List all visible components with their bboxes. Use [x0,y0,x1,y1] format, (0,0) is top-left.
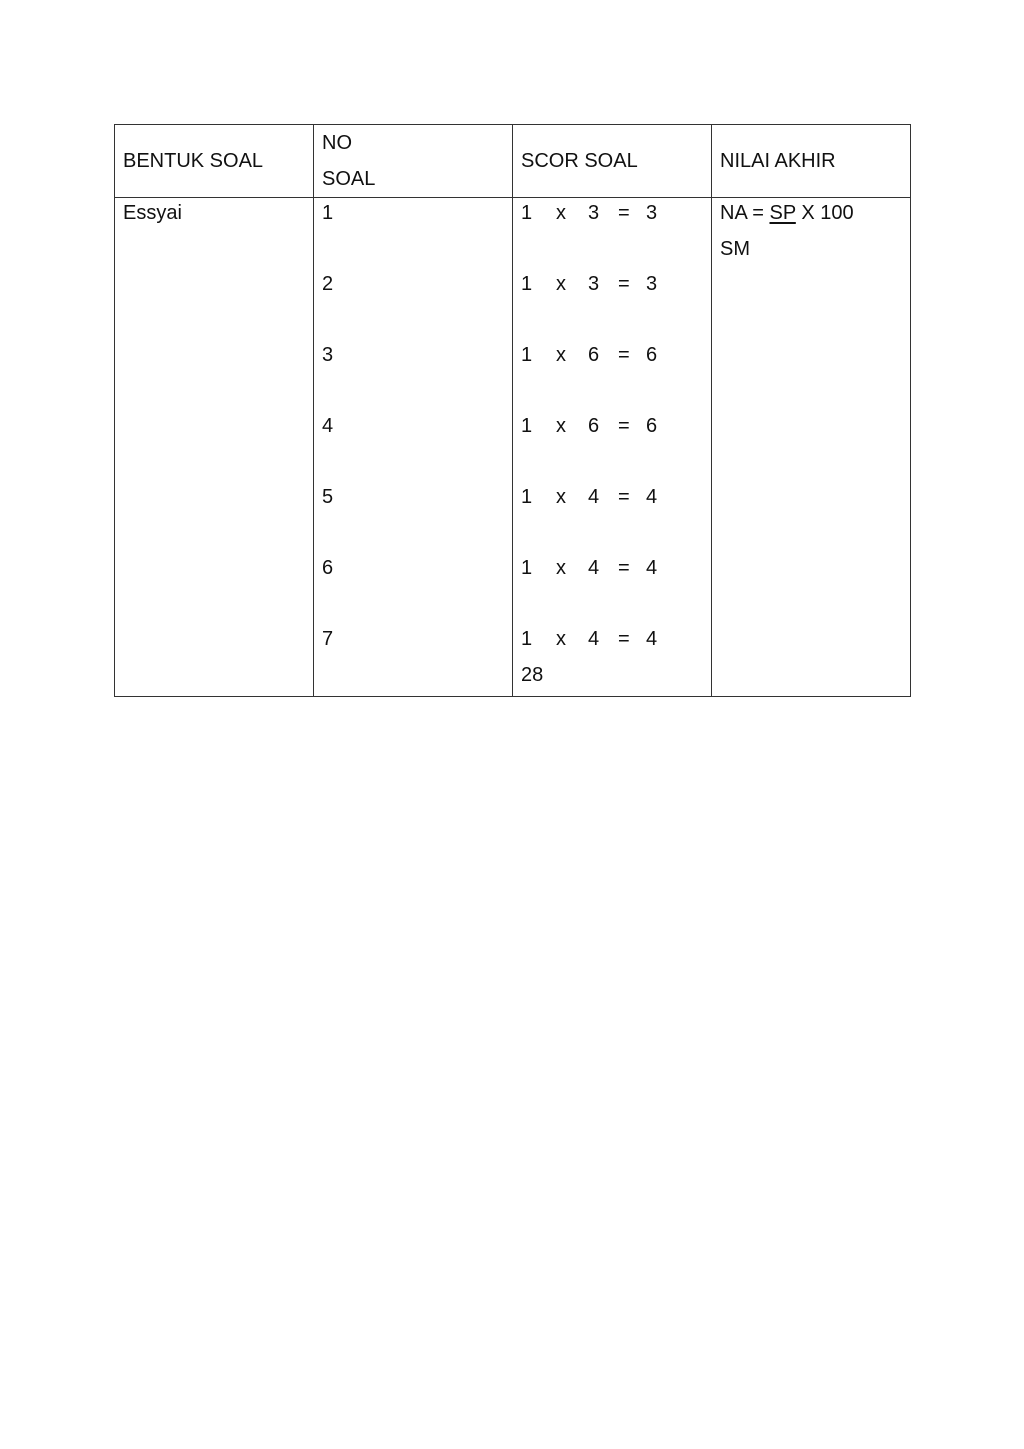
header-no-soal: NO SOAL [314,125,513,198]
bentuk-cell: Essyai [115,198,314,697]
score-line: 1 x 6 = 6 [521,415,658,437]
header-scor-soal: SCOR SOAL [513,125,712,198]
scor-soal-cell [513,198,712,697]
score-line: 1 x 3 = 3 [521,202,658,224]
question-number: 2 [322,273,334,295]
question-number: 7 [322,628,334,650]
score-line: 1 x 3 = 3 [521,273,658,295]
body-row [115,198,911,697]
score-line: 1 x 6 = 6 [521,344,658,366]
no-soal-cell [314,198,513,697]
question-number: 3 [322,344,334,366]
score-table [114,124,911,697]
score-line-last [521,624,703,660]
score-total: 28 [521,664,544,686]
score-line: 1 x 4 = 4 [521,486,658,508]
header-row [115,125,911,198]
score-line: 1 x 4 = 4 [521,557,658,579]
question-number: 1 [322,202,334,224]
header-nilai-akhir: NILAI AKHIR [712,125,911,198]
question-number: 6 [322,557,334,579]
nilai-akhir-cell [712,198,911,697]
na-formula: NA = SP X 100 SM [720,202,854,260]
underlined-score: 1 x 4 = 4 [521,628,658,650]
header-bentuk-soal: BENTUK SOAL [115,125,314,198]
question-number: 4 [322,415,334,437]
question-number: 5 [322,486,334,508]
